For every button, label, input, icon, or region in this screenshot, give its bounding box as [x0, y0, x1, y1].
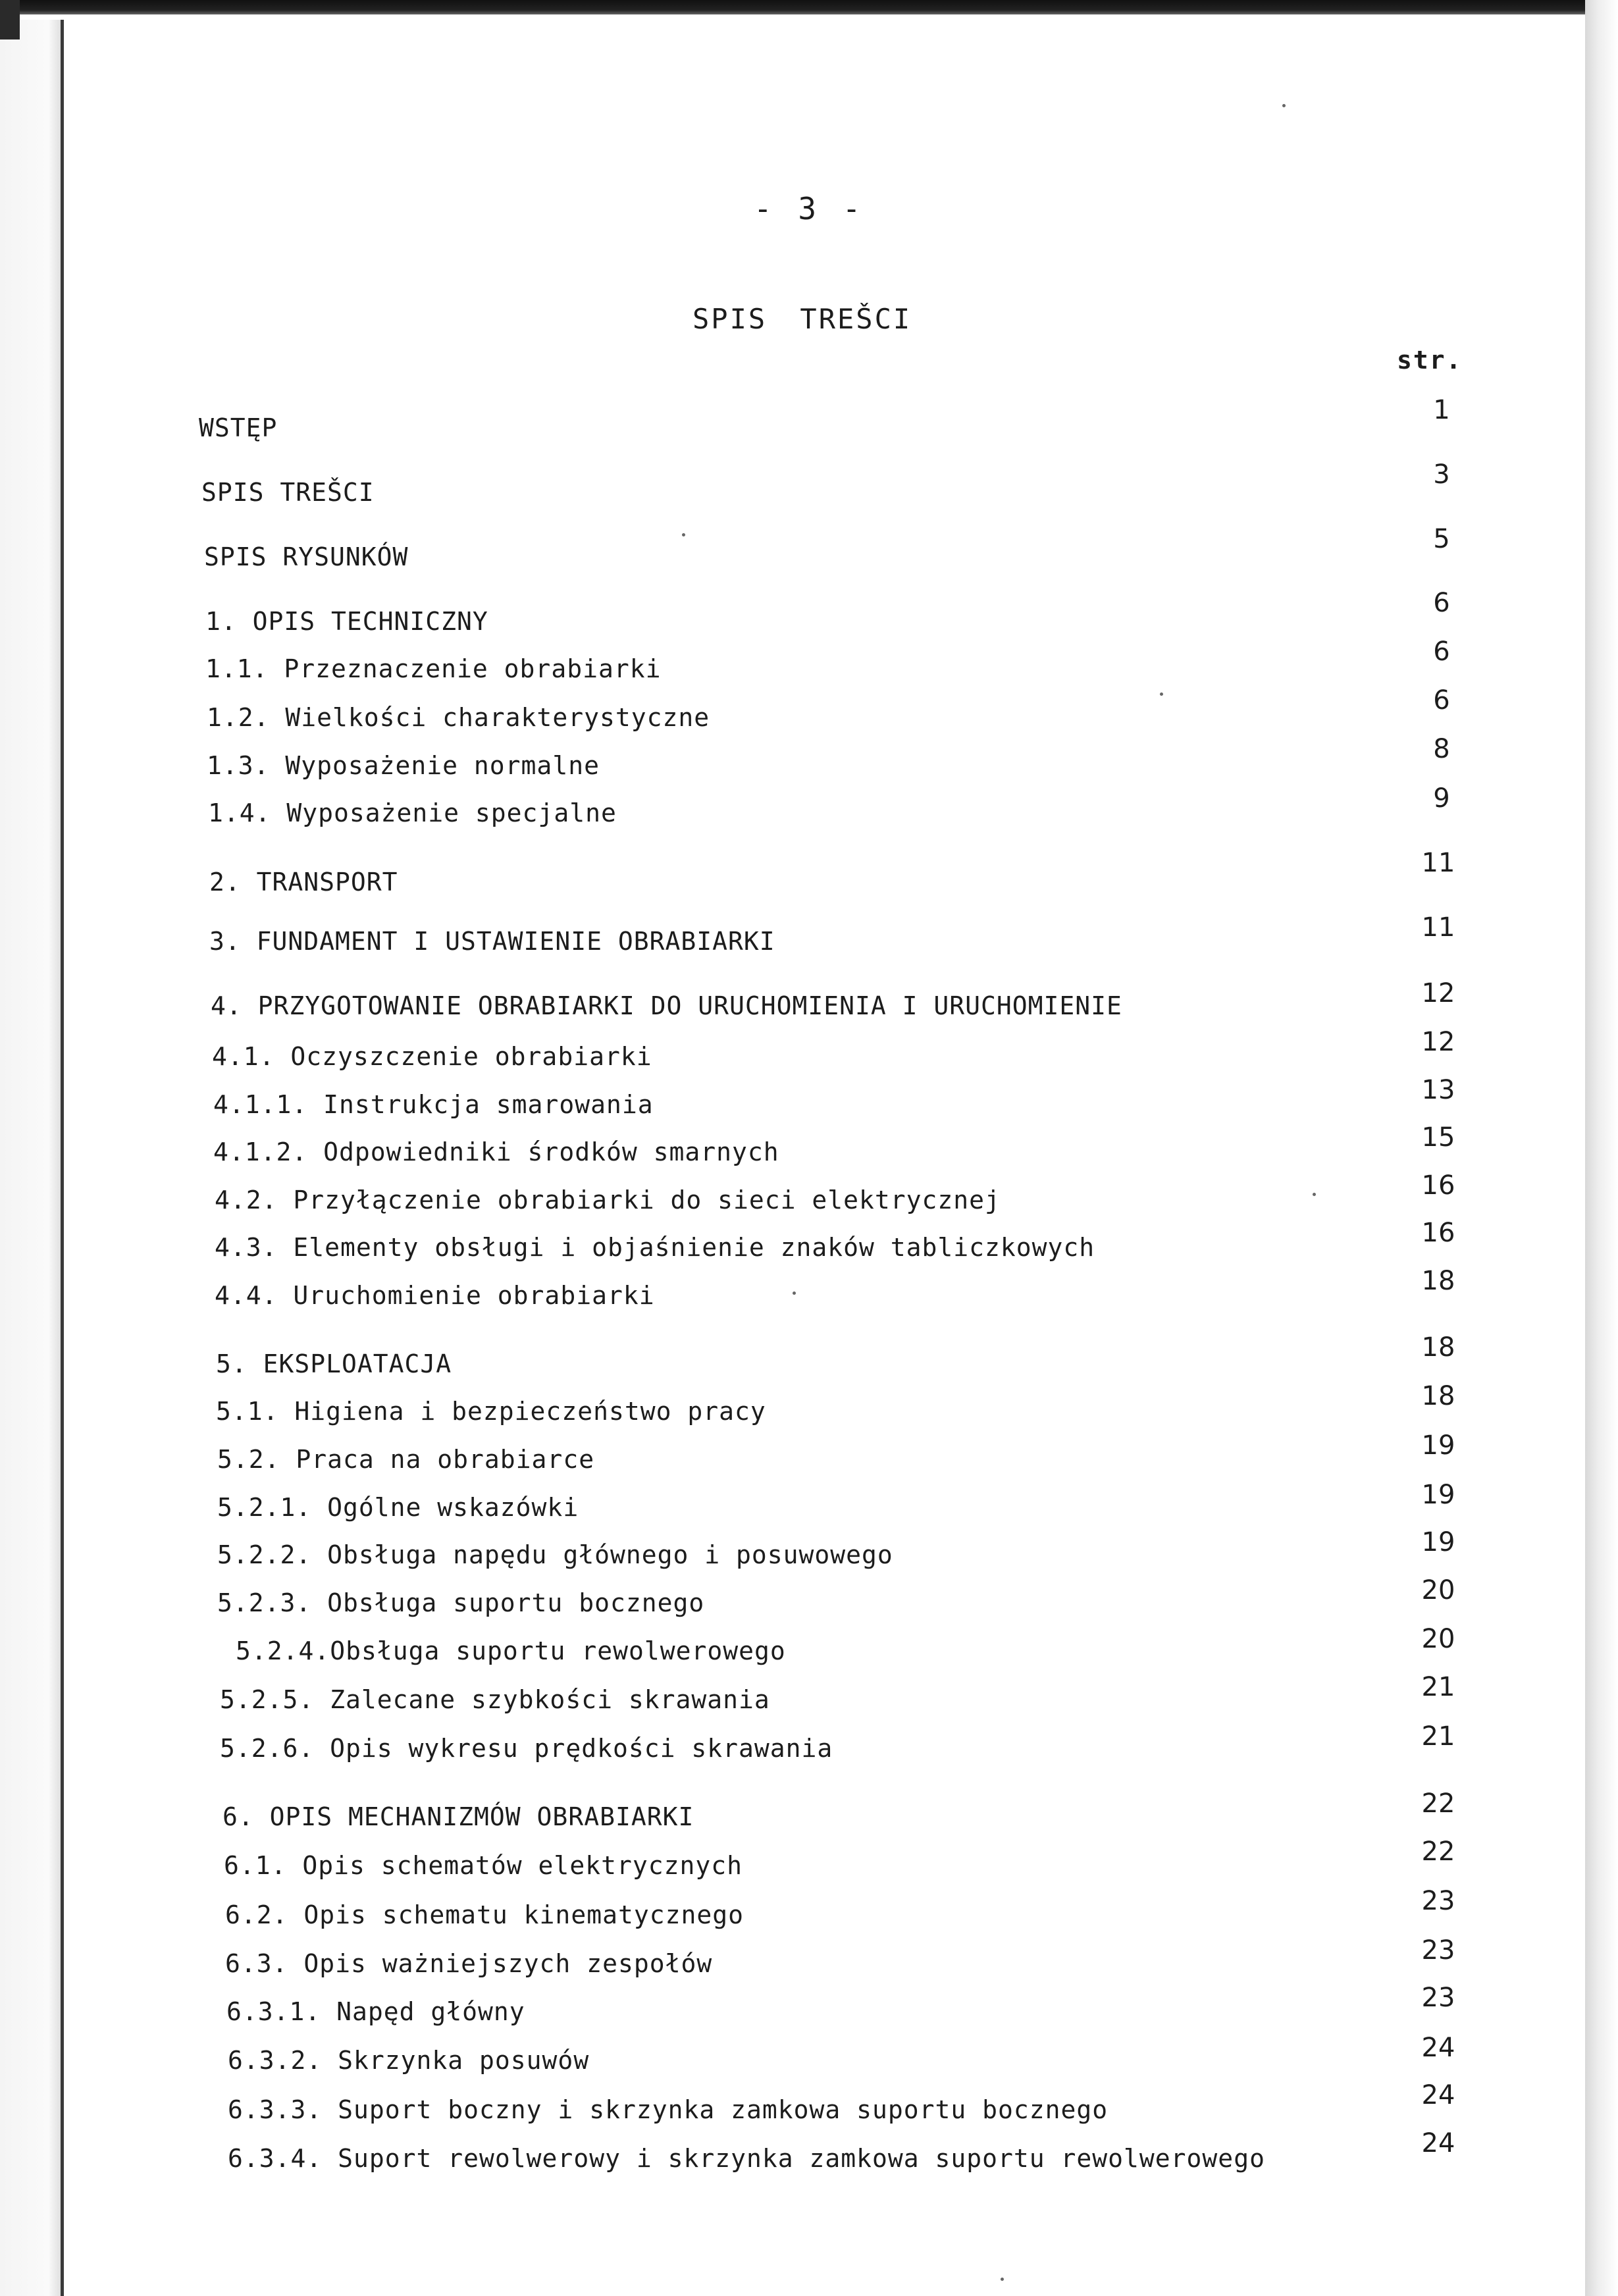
toc-page-number: 13 — [1421, 1075, 1455, 1105]
scan-speck — [1001, 2278, 1004, 2281]
toc-entry: 4.1. Oczyszczenie obrabiarki — [212, 1042, 652, 1071]
page-number: - 3 - — [754, 191, 865, 226]
toc-page-number: 23 — [1421, 1935, 1455, 1966]
toc-entry: 4.4. Uruchomienie obrabiarki — [215, 1281, 655, 1310]
toc-entry: SPIS RYSUNKÓW — [204, 542, 409, 571]
toc-page-number: 6 — [1433, 685, 1450, 716]
toc-entry: 2. TRANSPORT — [209, 868, 398, 897]
toc-page-number: 16 — [1421, 1170, 1455, 1201]
toc-page-number: 18 — [1421, 1381, 1455, 1411]
toc-entry: 6.3.1. Napęd główny — [226, 1997, 525, 2026]
toc-page-number: 24 — [1421, 2080, 1455, 2110]
toc-page-number: 15 — [1421, 1122, 1455, 1153]
toc-entry: 6.3.2. Skrzynka posuwów — [228, 2046, 590, 2075]
toc-entry: 1.1. Przeznaczenie obrabiarki — [205, 654, 662, 683]
toc-entry: 4.1.1. Instrukcja smarowania — [213, 1090, 654, 1119]
toc-page-number: 12 — [1421, 1027, 1455, 1057]
toc-page-number: 12 — [1421, 978, 1455, 1008]
toc-entry: 5.2. Praca na obrabiarce — [217, 1445, 595, 1474]
document-title: SPIS TREŠCI — [692, 303, 912, 335]
toc-page-number: 19 — [1421, 1527, 1455, 1557]
toc-page-number: 16 — [1421, 1218, 1455, 1248]
toc-entry: 1. OPIS TECHNICZNY — [205, 607, 488, 636]
toc-page-number: 23 — [1421, 1886, 1455, 1916]
toc-entry: 5.2.3. Obsługa suportu bocznego — [217, 1588, 705, 1617]
toc-page-number: 21 — [1421, 1672, 1455, 1702]
toc-entry: 5.2.4.Obsługa suportu rewolwerowego — [236, 1636, 786, 1665]
toc-entry: 4.3. Elementy obsługi i objaśnienie znaków tabliczkowych — [215, 1233, 1095, 1262]
toc-entry: 5. EKSPLOATACJA — [216, 1349, 452, 1378]
toc-page-number: 9 — [1433, 783, 1450, 814]
scan-left-shadow — [0, 20, 61, 2296]
toc-page-number: 20 — [1421, 1575, 1455, 1605]
toc-page-number: 23 — [1421, 1983, 1455, 2013]
toc-page-number: 5 — [1433, 524, 1450, 554]
scan-speck — [1313, 1193, 1316, 1196]
toc-entry: 6.1. Opis schematów elektrycznych — [224, 1851, 743, 1880]
toc-entry: 5.2.1. Ogólne wskazówki — [217, 1493, 579, 1522]
toc-entry: SPIS TREŠCI — [201, 478, 375, 507]
scan-corner — [0, 0, 20, 39]
toc-entry: 6.2. Opis schematu kinematycznego — [225, 1900, 744, 1929]
toc-entry: 5.2.5. Zalecane szybkości skrawania — [220, 1685, 770, 1714]
toc-entry: 6.3.3. Suport boczny i skrzynka zamkowa suportu bocznego — [228, 2095, 1109, 2124]
toc-entry: 6. OPIS MECHANIZMÓW OBRABIARKI — [222, 1802, 694, 1831]
scan-speck — [793, 1292, 796, 1295]
toc-entry: 4. PRZYGOTOWANIE OBRABIARKI DO URUCHOMIENIA I URUCHOMIENIE — [211, 991, 1122, 1020]
scan-right-edge — [1585, 0, 1618, 2296]
toc-entry: 4.1.2. Odpowiedniki środków smarnych — [213, 1137, 779, 1166]
scan-speck — [1160, 692, 1163, 696]
toc-page-number: 6 — [1433, 637, 1450, 667]
toc-entry: 5.2.2. Obsługa napędu głównego i posuwowego — [217, 1540, 893, 1569]
toc-page-number: 11 — [1421, 912, 1455, 943]
toc-page-number: 22 — [1421, 1788, 1455, 1819]
scan-top-border — [0, 0, 1618, 14]
scan-speck — [682, 533, 685, 536]
toc-entry: 6.3. Opis ważniejszych zespołów — [225, 1949, 713, 1978]
toc-page-number: 20 — [1421, 1624, 1455, 1654]
toc-entry: 1.2. Wielkości charakterystyczne — [207, 703, 710, 732]
toc-entry: 5.2.6. Opis wykresu prędkości skrawania — [220, 1734, 833, 1763]
toc-page-number: 24 — [1421, 2033, 1455, 2063]
toc-page-number: 1 — [1433, 395, 1450, 425]
toc-entry: WSTĘP — [199, 413, 278, 442]
toc-entry: 5.1. Higiena i bezpieczeństwo pracy — [216, 1397, 766, 1426]
scan-speck — [1282, 104, 1286, 107]
toc-page-number: 6 — [1433, 588, 1450, 618]
toc-page-number: 24 — [1421, 2128, 1455, 2158]
toc-page-number: 21 — [1421, 1721, 1455, 1752]
toc-entry: 4.2. Przyłączenie obrabiarki do sieci elektrycznej — [215, 1186, 1001, 1214]
toc-page-number: 19 — [1421, 1430, 1455, 1461]
toc-page-number: 3 — [1433, 459, 1450, 490]
toc-entry: 3. FUNDAMENT I USTAWIENIE OBRABIARKI — [209, 927, 775, 956]
page-column-header: str. — [1397, 346, 1463, 375]
toc-page-number: 18 — [1421, 1266, 1455, 1296]
toc-page-number: 11 — [1421, 848, 1455, 878]
toc-entry: 6.3.4. Suport rewolwerowy i skrzynka zamkowa suportu rewolwerowego — [228, 2144, 1265, 2173]
toc-page-number: 22 — [1421, 1837, 1455, 1867]
toc-entry: 1.4. Wyposażenie specjalne — [208, 798, 617, 827]
toc-page-number: 19 — [1421, 1480, 1455, 1510]
toc-page-number: 18 — [1421, 1332, 1455, 1363]
toc-entry: 1.3. Wyposażenie normalne — [207, 751, 600, 780]
scan-left-edge — [61, 20, 64, 2296]
toc-page-number: 8 — [1433, 734, 1450, 764]
